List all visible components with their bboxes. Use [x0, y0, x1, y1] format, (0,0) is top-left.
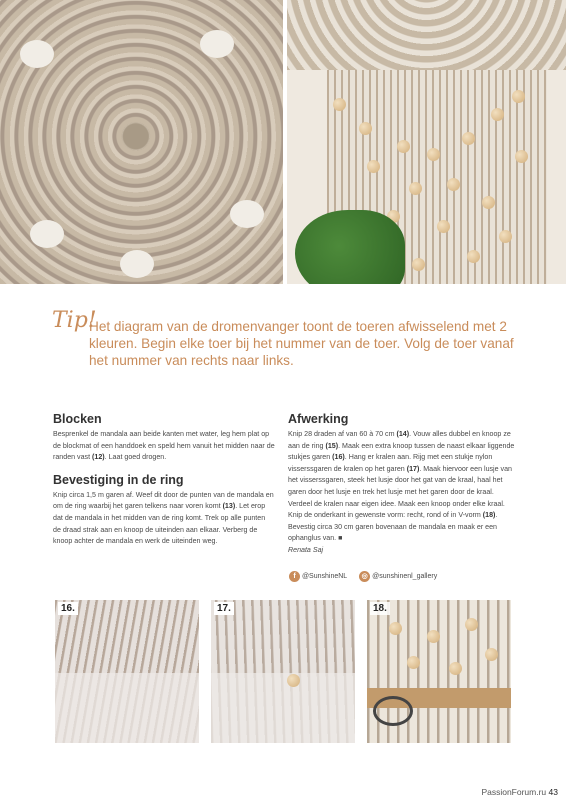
author-name: Renata Saj: [288, 545, 324, 554]
right-column: [288, 412, 516, 556]
plant-leaf: [295, 210, 405, 284]
instagram-handle[interactable]: @sunshinenl_gallery: [372, 573, 438, 580]
tip-text: Het diagram van de dromenvanger toont de toeren afwisselend met 2 kleuren. Begin elke toer bij het nummer van de toer. Volg de toer vanaf het nummer van rechts naar links.: [89, 319, 514, 369]
scissors-icon: [373, 696, 413, 726]
step-photo-17: [211, 600, 355, 743]
step-number: 17.: [214, 602, 234, 615]
mandala-closeup-photo: [0, 0, 283, 284]
heading-afwerking: Afwerking: [288, 412, 349, 426]
heading-bevestiging: Bevestiging in de ring: [53, 472, 184, 487]
heading-blocken: Blocken: [53, 412, 102, 426]
site-watermark: PassionForum.ru: [481, 787, 547, 797]
page-footer: [481, 787, 558, 797]
page-number: 43: [548, 787, 558, 797]
left-column: [53, 412, 275, 548]
afwerking-text: Knip 28 draden af van 60 à 70 cm (14). Vouw alles dubbel en knoop ze aan de ring (15). Maak een extra knoop tussen de naast elkaar liggende stukjes garen (16). Hang er kralen aan. Rijg met een stukje nylon visserssgaren de kralen op het garen (17). Maak hiervoor een lusje van het visserssgaren, steek het lusje door het gat van de kraal, haal het garen door het lusje en trek het lusje met het garen door de kraal. Verdeel de kralen naar eigen idee. Maak een knoop onder elke kraal. Knip de onderkant in gewenste vorm: recht, rond of in V-vorm (18). Bevestig circa 30 cm garen bovenaan de mandala en maak er een ophanglus van. ■: [288, 430, 515, 543]
facebook-icon[interactable]: f: [289, 571, 300, 582]
step-number: 16.: [58, 602, 78, 615]
blocken-text: Besprenkel de mandala aan beide kanten met water, leg hem plat op de blockmat of een handdoek en speld hem vanuit het midden naar de randen vast (12). Laat goed drogen.: [53, 430, 275, 462]
bevestiging-text: Knip circa 1,5 m garen af. Weef dit door de punten van de mandala en om de ring waarbij het garen telkens naar voren komt (13). Let erop dat de mandala in het midden van de ring komt. Trek op alle punten de draad strak aan en knoop de uiteinden aan elkaar. Verberg de knoop achter de mandala en werk de uiteinden weg.: [53, 490, 274, 546]
step-photo-18: [367, 600, 511, 743]
facebook-handle[interactable]: @SunshineNL: [301, 573, 348, 580]
instagram-icon[interactable]: ◎: [359, 571, 370, 582]
dreamcatcher-fringe-photo: [287, 0, 566, 284]
step-number: 18.: [370, 602, 390, 615]
tip-label: Tip!: [52, 308, 97, 333]
social-links: [289, 571, 529, 585]
step-photo-16: [55, 600, 199, 743]
